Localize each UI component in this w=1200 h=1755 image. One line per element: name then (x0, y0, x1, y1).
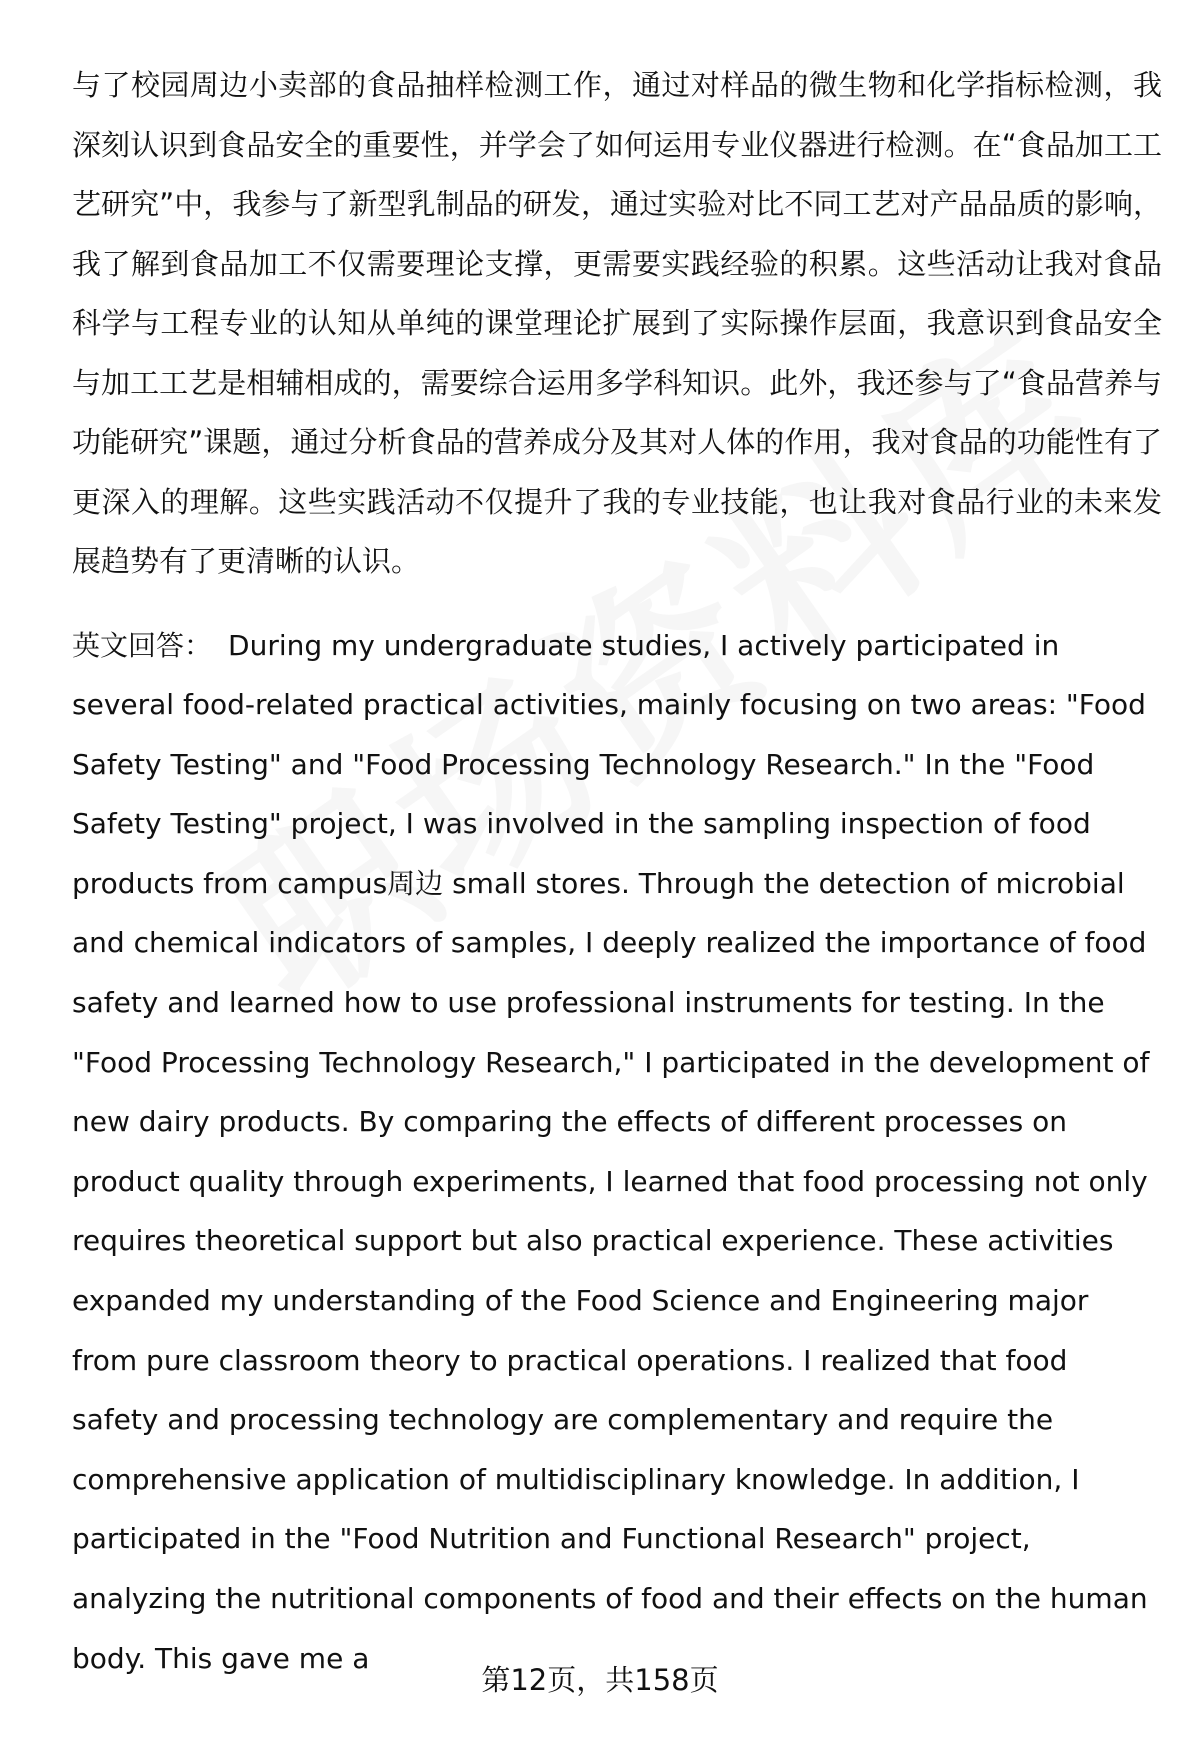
english-answer-text: During my undergraduate studies, I actively participated in several food-related practical activities, mainly focusing on two areas: "Food Safety Testing" and "Food Processing Technology Research." In the "Food Safety Testing" project, I was involved in the sampling inspection of food products from campus周边 small stores. Through the detection of microbial and chemical indicators of samples, I deeply realized the importance of food safety and learned how to use professional instruments for testing. In the "Food Processing Technology Research," I participated in the development of new dairy products. By comparing the effects of different processes on product quality through experiments, I learned that food processing not only requires theoretical support but also practical experience. These activities expanded my understanding of the Food Science and Engineering major from pure classroom theory to practical operations. I realized that food safety and processing technology are complementary and require the comprehensive application of multidisciplinary knowledge. In addition, I participated in the "Food Nutrition and Functional Research" project, analyzing the nutritional components of food and their effects on the human body. This gave me a (72, 628, 1150, 1675)
english-answer-paragraph (72, 616, 1162, 1689)
page-number-footer: 第12页，共158页 (481, 1663, 719, 1697)
chinese-paragraph: 与了校园周边小卖部的食品抽样检测工作，通过对样品的微生物和化学指标检测，我深刻认识到食品安全的重要性，并学会了如何运用专业仪器进行检测。在“食品加工工艺研究”中，我参与了新型乳制品的研发，通过实验对比不同工艺对产品品质的影响，我了解到食品加工不仅需要理论支撑，更需要实践经验的积累。这些活动让我对食品科学与工程专业的认知从单纯的课堂理论扩展到了实际操作层面，我意识到食品安全与加工工艺是相辅相成的，需要综合运用多学科知识。此外，我还参与了“食品营养与功能研究”课题，通过分析食品的营养成分及其对人体的作用，我对食品的功能性有了更深入的理解。这些实践活动不仅提升了我的专业技能，也让我对食品行业的未来发展趋势有了更清晰的认识。 (72, 68, 1162, 578)
document-body (72, 56, 1162, 1688)
english-answer-label: 英文回答： (72, 628, 213, 662)
